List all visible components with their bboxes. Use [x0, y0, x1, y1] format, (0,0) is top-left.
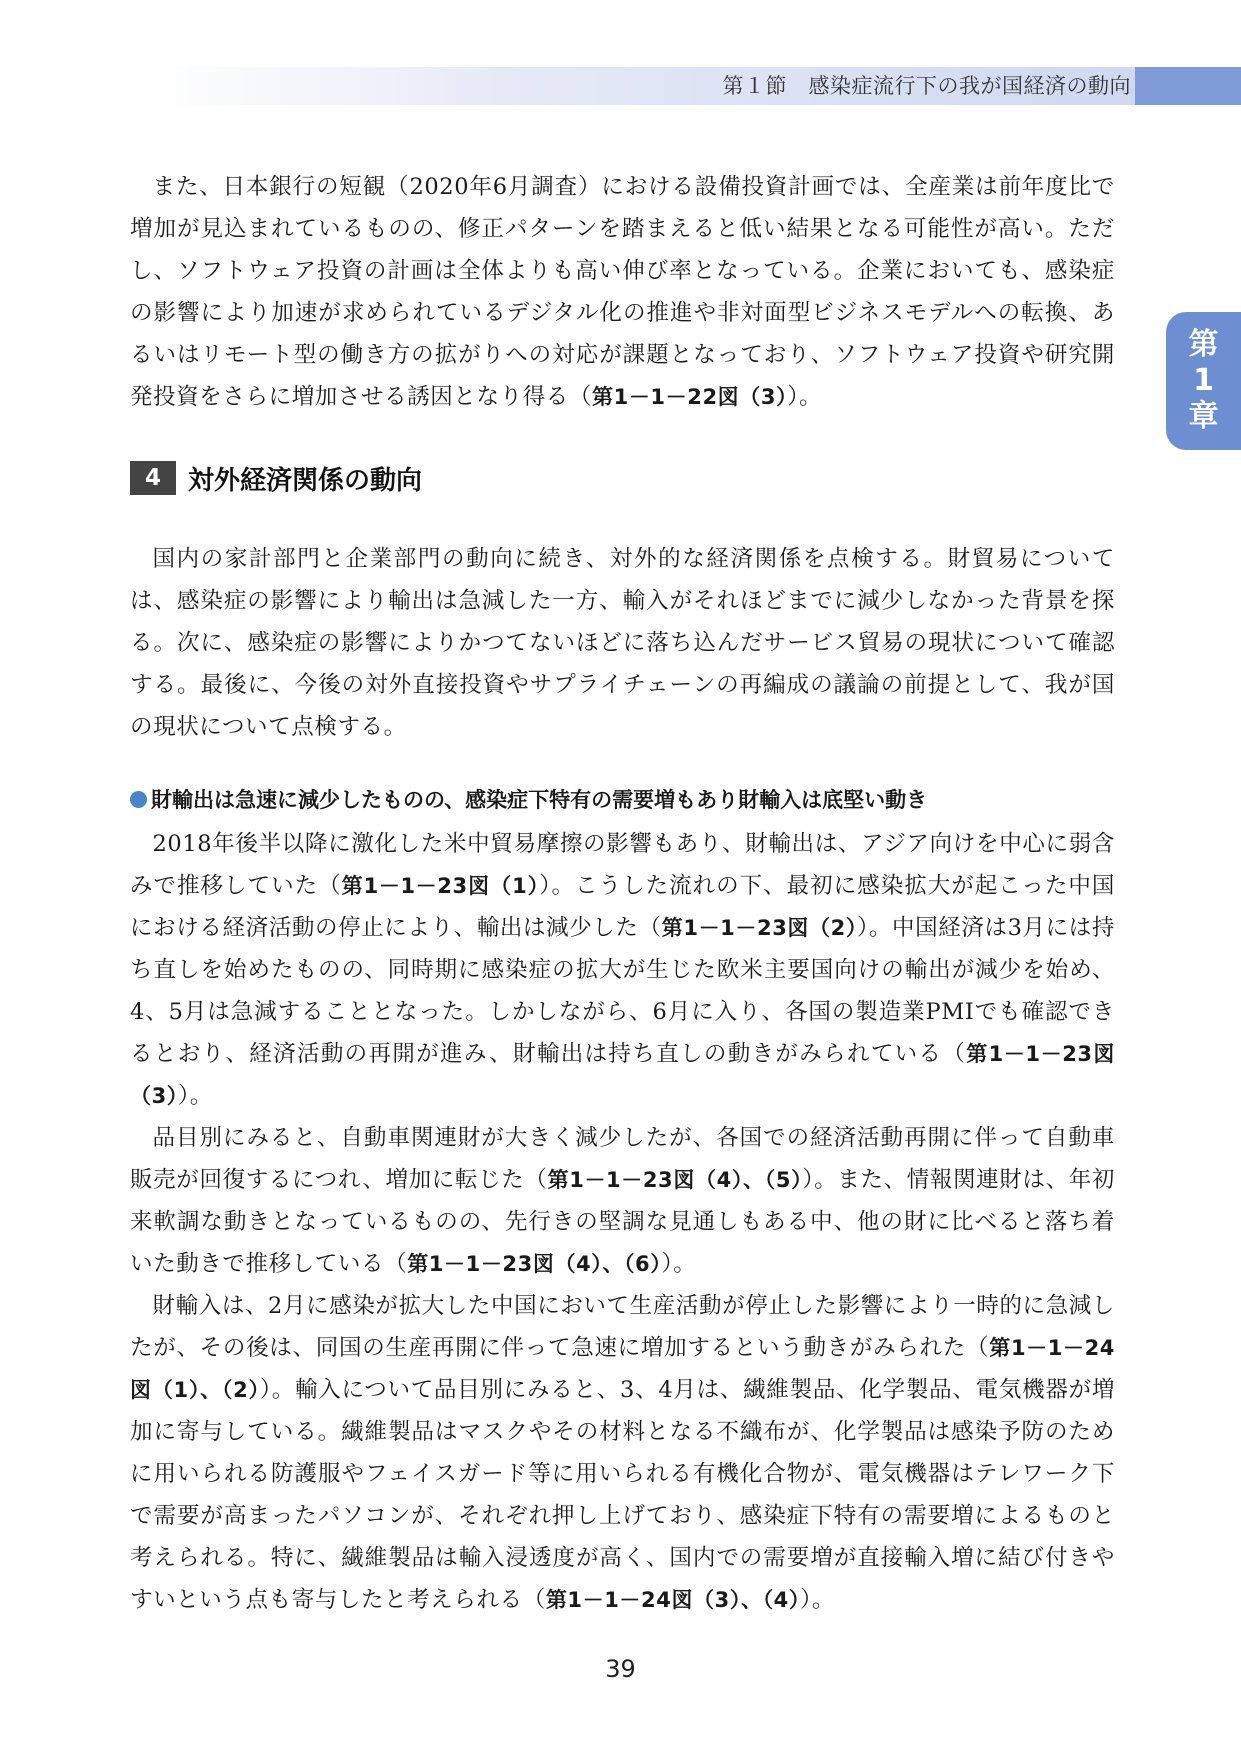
section-title: 対外経済関係の動向 — [188, 465, 423, 496]
body-paragraph — [130, 1117, 1115, 1285]
running-header: 第１節 感染症流行下の我が国経済の動向 — [722, 74, 1131, 98]
text-run: ）。輸入について品目別にみると、3、4月は、繊維製品、化学製品、電気機器が増加に寄与している。繊維製品はマスクやその材料となる不織布が、化学製品は感染予防のために用いられる防護服やフェイスガード等に用いられる有機化合物が、電気機器はテレワーク下で需要が高まったパソコンが、それぞれ押し上げており、感染症下特有の需要増によるものと考えられる。特に、繊維製品は輸入浸透度が高く、国内での需要増が直接輸入増に結び付きやすいという点も寄与したと考えられる（ — [130, 1377, 1116, 1613]
intro-paragraph — [130, 166, 1115, 418]
text-run: 2018年後半以降に激化した米中貿易摩擦の影響もあり、財輸出は、アジア向けを中心に弱含みで推移していた（ — [130, 831, 1115, 899]
figure-reference: 第1－1－24図（1）、（2） — [130, 1336, 1116, 1402]
text-run: ）。また、情報関連財は、年初来軟調な動きとなっているものの、先行きの堅調な見通しもある中、他の財に比べると落ち着いた動きで推移している（ — [130, 1167, 1116, 1277]
figure-reference: 第1－1－23図（4）、（6） — [407, 1252, 662, 1276]
text-run: 品目別にみると、自動車関連財が大きく減少したが、各国での経済活動再開に伴って自動車販売が回復するにつれ、増加に転じた（ — [130, 1125, 1115, 1193]
chapter-tab-line1: 第 — [1188, 327, 1219, 362]
page-number: 39 — [605, 1655, 636, 1683]
subsection-body — [130, 823, 1115, 1621]
text-run: ）。 — [799, 1587, 835, 1613]
header-accent-bar — [1135, 67, 1241, 105]
figure-reference: 第1－1－23図（1） — [341, 874, 540, 898]
text-run: また、日本銀行の短観（2020年6月調査）における設備投資計画では、全産業は前年度比で増加が見込まれているものの、修正パターンを踏まえると低い結果となる可能性が高い。ただし、ソフトウェア投資の計画は全体よりも高い伸び率となっている。企業においても、感染症の影響により加速が求められているデジタル化の推進や非対面型ビジネスモデルへの転換、あるいはリモート型の働き方の拡がりへの対応が課題となっており、ソフトウェア投資や研究開発投資をさらに増加させる誘因となり得る（ — [130, 174, 1115, 410]
subsection-heading — [130, 784, 927, 814]
section-intro-block — [130, 538, 1115, 748]
text-run: ）。 — [661, 1251, 697, 1277]
bullet-icon — [130, 791, 147, 808]
body-paragraph — [130, 823, 1115, 1117]
figure-reference: 第1－1－23図（2） — [661, 916, 858, 940]
intro-text-block — [130, 166, 1115, 418]
body-paragraph — [130, 1285, 1115, 1621]
subsection-title: 財輸出は急速に減少したものの、感染症下特有の需要増もあり財輸入は底堅い動き — [151, 788, 928, 812]
section-number: 4 — [130, 461, 176, 495]
text-run: ）。 — [787, 384, 823, 410]
section-intro-paragraph: 国内の家計部門と企業部門の動向に続き、対外的な経済関係を点検する。財貿易については、感染症の影響により輸出は急減した一方、輸入がそれほどまでに減少しなかった背景を探る。次に、感染症の影響によりかつてないほどに落ち込んだサービス貿易の現状について確認する。最後に、今後の対外直接投資やサプライチェーンの再編成の議論の前提として、我が国の現状について点検する。 — [130, 546, 1115, 740]
text-run: 財輸入は、2月に感染が拡大した中国において生産活動が停止した影響により一時的に急減したが、その後は、同国の生産再開に伴って急速に増加するという動きがみられた（ — [130, 1293, 1115, 1361]
text-run: ）。こうした流れの下、最初に感染拡大が起こった中国における経済活動の停止により、輸出は減少した（ — [130, 873, 1115, 941]
section-heading — [130, 458, 422, 498]
figure-reference: 第1－1－23図（3） — [130, 1042, 1115, 1108]
figure-reference: 第1－1－24図（3）、（4） — [545, 1588, 800, 1612]
text-run: ）。中国経済は3月には持ち直しを始めたものの、同時期に感染症の拡大が生じた欧米主要国向けの輸出が減少を始め、4、5月は急減することとなった。しかしながら、6月に入り、各国の製造業PMIでも確認できるとおり、経済活動の再開が進み、財輸出は持ち直しの動きがみられている（ — [130, 915, 1115, 1067]
figure-reference: 第1－1－23図（4）、（5） — [547, 1168, 803, 1192]
chapter-tab — [1166, 312, 1241, 450]
figure-reference: 第1－1－22図（3） — [592, 385, 788, 409]
chapter-tab-line3: 章 — [1188, 399, 1219, 434]
chapter-tab-line2: 1 — [1193, 363, 1214, 398]
text-run: ）。 — [177, 1083, 213, 1109]
